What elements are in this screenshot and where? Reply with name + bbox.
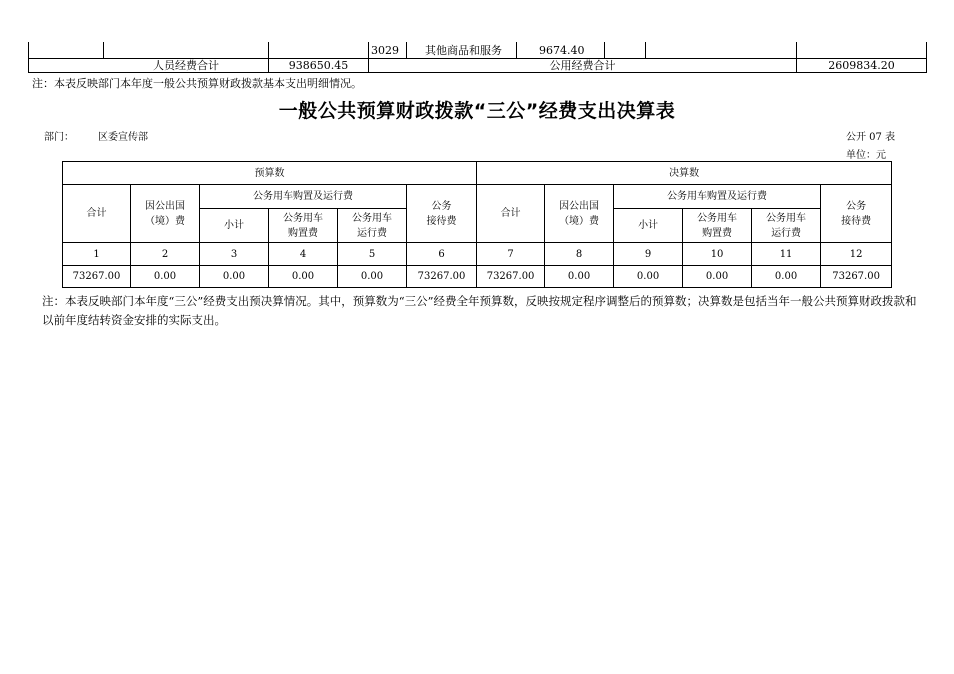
header-row-2 [63,185,892,209]
expense-code: 3029 [371,44,399,57]
value-cell: 0.00 [338,266,407,288]
budget-abroad-header: 因公出国 （境）费 [131,185,200,243]
public-total-label: 公用经费合计 [549,59,616,72]
value-cell: 73267.00 [63,266,131,288]
index-cell: 3 [200,243,269,266]
index-cell: 6 [407,243,477,266]
final-operation-header: 公务用车 运行费 [752,209,821,243]
value-cell: 0.00 [200,266,269,288]
value-cell: 0.00 [752,266,821,288]
value-cell: 73267.00 [407,266,477,288]
index-cell: 7 [477,243,545,266]
personnel-total-label: 人员经费合计 [153,59,219,72]
value-cell: 73267.00 [477,266,545,288]
final-subtotal-header: 小计 [614,209,683,243]
index-cell: 9 [614,243,683,266]
personnel-total-value: 938650.45 [288,59,349,72]
budget-reception-header: 公务 接待费 [407,185,477,243]
budget-operation-header: 公务用车 运行费 [338,209,407,243]
index-cell: 1 [63,243,131,266]
final-purchase-header: 公务用车 购置费 [683,209,752,243]
budget-vehicle-group-header: 公务用车购置及运行费 [200,185,407,209]
index-cell: 12 [821,243,892,266]
value-cell: 0.00 [269,266,338,288]
department-label: 部门： [44,132,74,143]
expense-name: 其他商品和服务 [425,44,502,57]
final-reception-header: 公务 接待费 [821,185,892,243]
form-number: 公开 07 表 [846,132,896,143]
index-cell: 5 [338,243,407,266]
budget-header: 预算数 [63,162,477,185]
budget-total-header: 合计 [63,185,131,243]
page-title: 一般公共预算财政拨款“三公”经费支出决算表 [278,100,676,122]
value-cell: 0.00 [545,266,614,288]
index-cell: 4 [269,243,338,266]
note-bottom: 注：本表反映部门本年度“三公”经费支出预决算情况。其中，预算数为“三公”经费全年预算数，反映按规定程序调整后的预算数；决算数是包括当年一般公共预算财政拨款和以前年度结转资金安排的实际支出。 [42,294,917,327]
final-abroad-header: 因公出国 （境）费 [545,185,614,243]
budget-purchase-header: 公务用车 购置费 [269,209,338,243]
index-cell: 10 [683,243,752,266]
public-total-value: 2609834.20 [828,59,895,72]
value-cell: 0.00 [614,266,683,288]
value-row [63,266,892,288]
previous-table-fragment [28,42,927,73]
unit-label: 单位：元 [846,150,886,161]
final-vehicle-group-header: 公务用车购置及运行费 [614,185,821,209]
budget-subtotal-header: 小计 [200,209,269,243]
department-value: 区委宣传部 [98,132,148,143]
value-cell: 0.00 [131,266,200,288]
final-header: 决算数 [477,162,892,185]
index-cell: 11 [752,243,821,266]
value-cell: 73267.00 [821,266,892,288]
final-total-header: 合计 [477,185,545,243]
value-cell: 0.00 [683,266,752,288]
note-top: 注：本表反映部门本年度一般公共预算财政拨款基本支出明细情况。 [32,77,362,90]
header-row-1 [63,162,892,185]
index-row [63,243,892,266]
expense-amount: 9674.40 [539,44,585,57]
three-public-expense-table [62,161,892,288]
index-cell: 8 [545,243,614,266]
index-cell: 2 [131,243,200,266]
